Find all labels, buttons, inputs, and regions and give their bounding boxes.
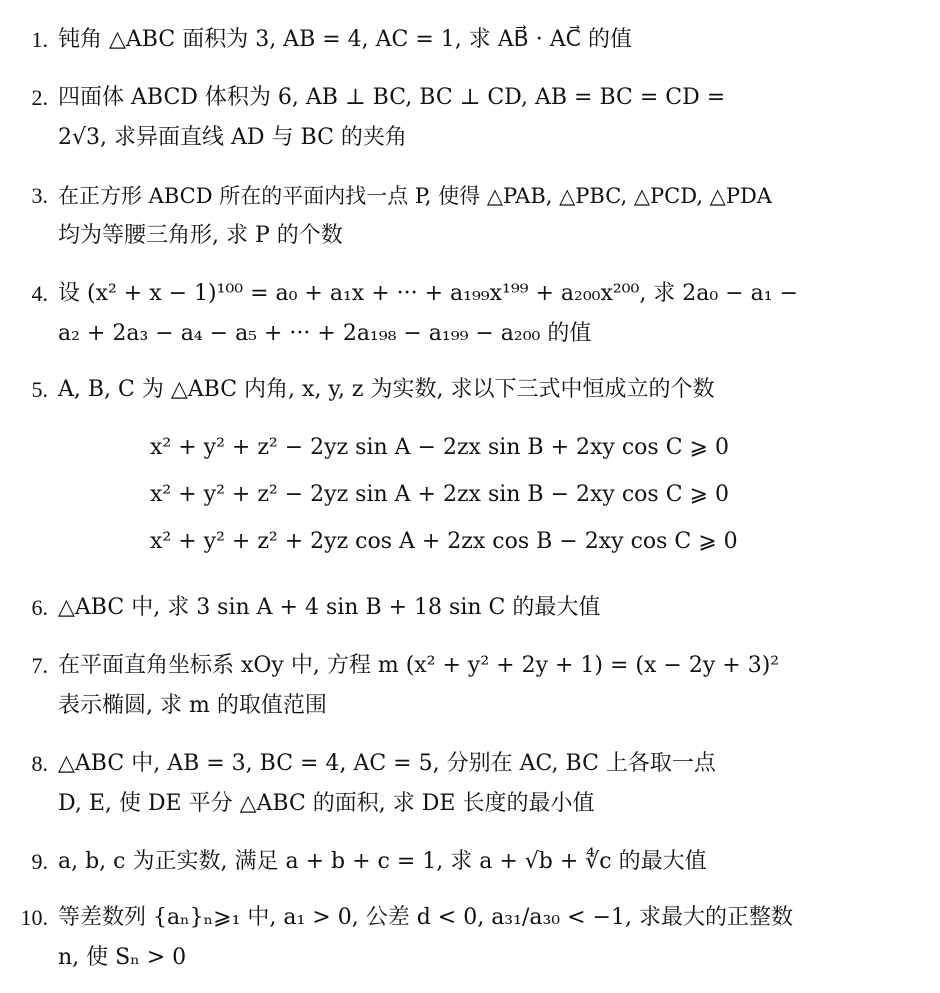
problem-number: 2. [31,85,48,110]
problem-number: 5. [31,377,48,402]
problem-text-line: 表示椭圆, 求 m 的取值范围 [58,693,327,718]
problem-text-line: 等差数列 {aₙ}ₙ⩾₁ 中, a₁ > 0, 公差 d < 0, a₃₁/a₃₀ < −1, 求最大的正整数 [58,905,793,930]
problem-text-line: △ABC 中, AB = 3, BC = 4, AC = 5, 分别在 AC, BC 上各取一点 [58,751,716,776]
problem-number: 6. [31,595,48,620]
problem-text-line: △ABC 中, 求 3 sin A + 4 sin B + 18 sin C 的最大值 [58,595,601,620]
problem-text-line: 2√3, 求异面直线 AD 与 BC 的夹角 [58,125,407,150]
problem-number: 4. [31,281,48,306]
problem-text-line: D, E, 使 DE 平分 △ABC 的面积, 求 DE 长度的最小值 [58,791,595,816]
problem-text-line: a₂ + 2a₃ − a₄ − a₅ + ··· + 2a₁₉₈ − a₁₉₉ − a₂₀₀ 的值 [58,321,592,346]
problem-number: 8. [31,751,48,776]
inequality: x² + y² + z² − 2yz sin A + 2zx sin B − 2xy cos C ⩾ 0 [150,482,729,507]
problem-number: 7. [31,653,48,678]
problem-number: 3. [31,183,48,208]
problem-text-line: 钝角 △ABC 面积为 3, AB = 4, AC = 1, 求 AB⃗ · AC⃗ 的值 [58,27,632,52]
problem-text-line: n, 使 Sₙ > 0 [58,945,187,970]
problem-number: 9. [31,849,48,874]
inequality: x² + y² + z² + 2yz cos A + 2zx cos B − 2xy cos C ⩾ 0 [150,529,738,554]
problem-number: 10. [20,905,48,930]
problem-text-line: 在正方形 ABCD 所在的平面内找一点 P, 使得 △PAB, △PBC, △PCD, △PDA [58,184,772,208]
inequality: x² + y² + z² − 2yz sin A − 2zx sin B + 2xy cos C ⩾ 0 [150,435,729,460]
problem-text-line: A, B, C 为 △ABC 内角, x, y, z 为实数, 求以下三式中恒成立的个数 [58,377,715,402]
problem-text-line: 设 (x² + x − 1)¹⁰⁰ = a₀ + a₁x + ··· + a₁₉₉x¹⁹⁹ + a₂₀₀x²⁰⁰, 求 2a₀ − a₁ − [58,281,799,306]
problem-text-line: 均为等腰三角形, 求 P 的个数 [58,223,343,248]
problem-number: 1. [31,27,48,52]
problem-text-line: a, b, c 为正实数, 满足 a + b + c = 1, 求 a + √b + ∜c 的最大值 [58,849,707,874]
problem-text-line: 在平面直角坐标系 xOy 中, 方程 m (x² + y² + 2y + 1) = (x − 2y + 3)² [58,653,780,678]
problem-text-line: 四面体 ABCD 体积为 6, AB ⊥ BC, BC ⊥ CD, AB = BC = CD = [58,85,726,110]
